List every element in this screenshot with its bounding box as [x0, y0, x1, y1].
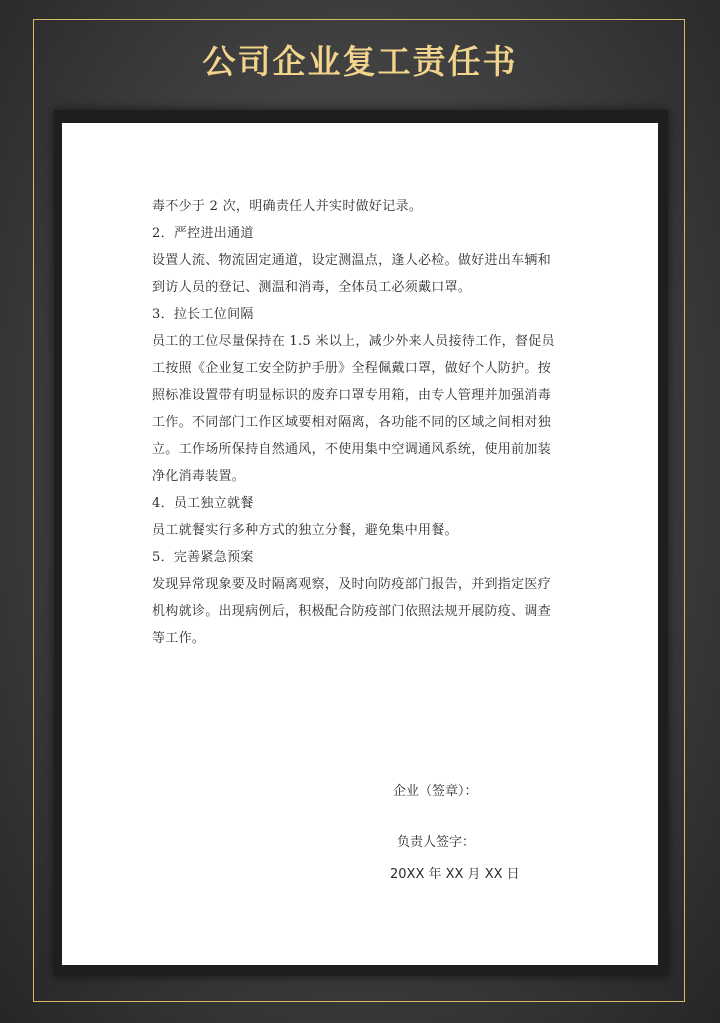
- document-title: 公司企业复工责任书: [202, 42, 518, 81]
- body-line: 发现异常现象要及时隔离观察，及时向防疫部门报告，并到指定医疗: [152, 577, 552, 592]
- body-line: 净化消毒装置。: [152, 469, 246, 484]
- section-heading: 2．严控进出通道: [152, 226, 254, 241]
- body-line: 工按照《企业复工安全防护手册》全程佩戴口罩，做好个人防护。按: [152, 361, 552, 376]
- body-line: 到访人员的登记、测温和消毒，全体员工必须戴口罩。: [152, 280, 472, 295]
- company-seal-label: 企业（签章）：: [393, 784, 478, 799]
- body-line: 等工作。: [152, 631, 206, 646]
- section-heading: 3．拉长工位间隔: [152, 307, 254, 322]
- body-line: 照标准设置带有明显标识的废弃口罩专用箱，由专人管理并加强消毒: [152, 388, 552, 403]
- body-line: 员工的工位尽量保持在 1.5 米以上，减少外来人员接待工作，督促员: [152, 334, 555, 349]
- person-signature-label: 负责人签字：: [397, 835, 476, 850]
- section-heading: 4．员工独立就餐: [152, 496, 254, 511]
- body-line: 设置人流、物流固定通道，设定测温点，逢人必检。做好进出车辆和: [152, 253, 552, 268]
- document-body: [152, 193, 582, 652]
- body-line: 毒不少于 2 次，明确责任人并实时做好记录。: [152, 199, 423, 214]
- signature-date: 20XX 年 XX 月 XX 日: [390, 867, 520, 882]
- body-line: 机构就诊。出现病例后，积极配合防疫部门依照法规开展防疫、调查: [152, 604, 552, 619]
- body-line: 立。工作场所保持自然通风，不使用集中空调通风系统，使用前加装: [152, 442, 552, 457]
- section-heading: 5．完善紧急预案: [152, 550, 254, 565]
- paper-page: [62, 123, 658, 965]
- body-line: 工作。不同部门工作区域要相对隔离，各功能不同的区域之间相对独: [152, 415, 552, 430]
- body-line: 员工就餐实行多种方式的独立分餐，避免集中用餐。: [152, 523, 458, 538]
